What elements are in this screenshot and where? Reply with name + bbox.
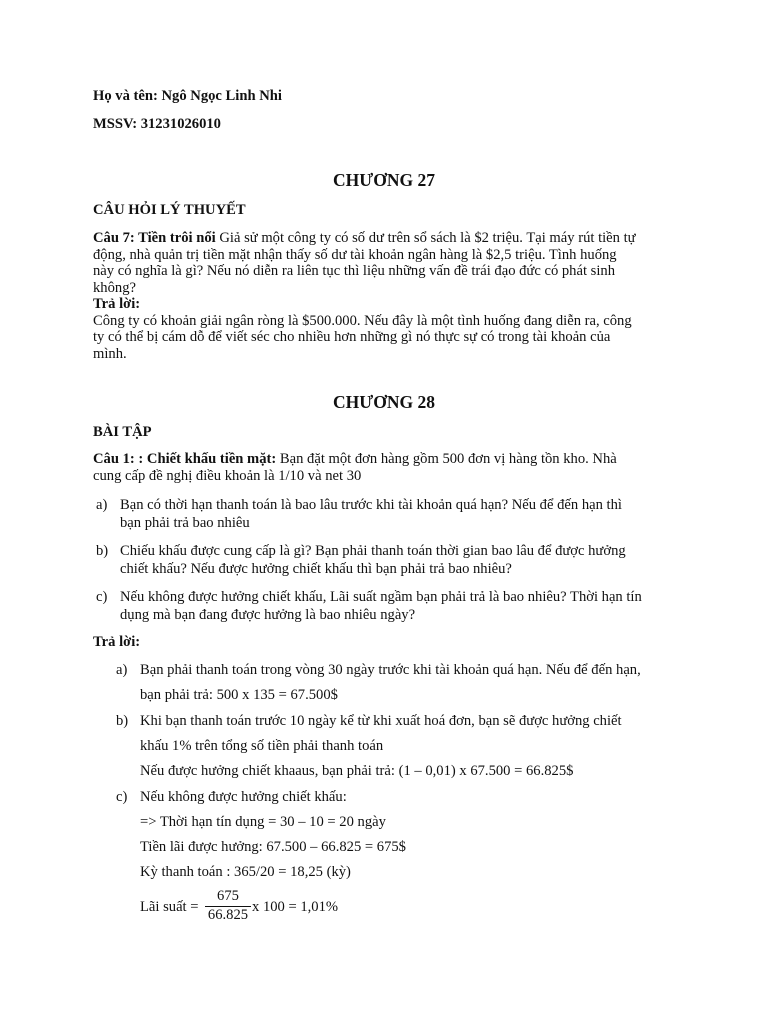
subquestion-line: chiết khấu? Nếu được hưởng chiết khấu thì bạn phải trả bao nhiêu? — [120, 560, 512, 577]
answer-c-line: Kỳ thanh toán : 365/20 = 18,25 (kỳ) — [140, 864, 351, 880]
answer-c-line: Nếu không được hưởng chiết khấu: — [140, 789, 347, 805]
ch28-subquestion-a — [96, 497, 686, 532]
list-marker: a) — [96, 497, 108, 513]
fraction-numerator: 675 — [217, 888, 239, 904]
ch27-answer-line: Công ty có khoản giải ngân ròng là $500.000. Nếu đây là một tình huống đang diễn ra, công — [93, 312, 632, 329]
ch27-answer-line: ty có thể bị cám dỗ để viết séc cho nhiều hơn những gì nó thực sự có trong tài khoản của — [93, 329, 611, 345]
subquestion-line: Bạn có thời hạn thanh toán là bao lâu trước khi tài khoản quá hạn? Nếu để đến hạn thì — [120, 497, 622, 513]
student-name: Họ và tên: Ngô Ngọc Linh Nhi — [93, 88, 282, 104]
list-marker: c) — [96, 589, 108, 605]
ch28-subquestion-c — [96, 589, 686, 624]
list-marker: b) — [116, 713, 129, 729]
ch27-question — [93, 230, 683, 363]
ch28-question — [93, 451, 683, 485]
ch28-question-line: Bạn đặt một đơn hàng gồm 500 đơn vị hàng tồn kho. Nhà — [276, 451, 617, 467]
ch27-question-line: động, nhà quản trị tiền mặt nhận thấy số dư tài khoản ngân hàng là $2,5 triệu. Tình huống — [93, 246, 617, 263]
ch27-question-line: không? — [93, 279, 136, 296]
answer-c-line: Tiền lãi được hưởng: 67.500 – 66.825 = 675$ — [140, 839, 406, 855]
subquestion-line: Chiếu khấu được cung cấp là gì? Bạn phải thanh toán thời gian bao lâu để được hưởng — [120, 543, 626, 559]
list-marker: c) — [116, 789, 128, 805]
ch27-question-line: này có nghĩa là gì? Nếu nó diễn ra liên tục thì liệu những vấn đề trái đạo đức có phát sinh — [93, 263, 615, 279]
subquestion-line: dụng mà bạn đang được hưởng là bao nhiêu ngày? — [120, 606, 416, 623]
answer-a-line: Bạn phải thanh toán trong vòng 30 ngày trước khi tài khoản quá hạn. Nếu để đến hạn, — [140, 662, 641, 678]
subquestion-line: Nếu không được hưởng chiết khấu, Lãi suất ngầm bạn phải trả là bao nhiêu? Thời hạn tín — [120, 589, 642, 605]
list-marker: a) — [116, 662, 128, 678]
answer-b-line: khấu 1% trên tổng số tiền phải thanh toán — [140, 738, 384, 754]
answer-c-line: => Thời hạn tín dụng = 30 – 10 = 20 ngày — [140, 814, 386, 830]
ch28-subquestion-b — [96, 543, 686, 578]
answer-b-line: Khi bạn thanh toán trước 10 ngày kể từ khi xuất hoá đơn, bạn sẽ được hưởng chiết — [140, 713, 622, 729]
chapter-27-title: CHƯƠNG 27 — [333, 170, 435, 190]
ch27-question-label: Câu 7: Tiền trôi nổi — [93, 230, 216, 246]
ch27-answer-label: Trả lời: — [93, 296, 141, 312]
chapter-28-title: CHƯƠNG 28 — [333, 392, 435, 412]
list-marker: b) — [96, 543, 109, 559]
ch27-section-heading: CÂU HỎI LÝ THUYẾT — [93, 202, 246, 218]
ch27-question-line: Giả sử một công ty có số dư trên sổ sách là $2 triệu. Tại máy rút tiền tự — [215, 230, 636, 246]
ch28-question-line: cung cấp đề nghị điều khoản là 1/10 và net 30 — [93, 467, 362, 484]
ch28-section-heading: BÀI TẬP — [93, 424, 152, 440]
ch27-answer-line: mình. — [93, 345, 127, 362]
student-id: MSSV: 31231026010 — [93, 116, 221, 132]
ch28-question-label: Câu 1: : Chiết khấu tiền mặt: — [93, 451, 277, 467]
interest-rate-label: Lãi suất = — [140, 899, 199, 915]
interest-rate-result: x 100 = 1,01% — [252, 899, 339, 915]
fraction-denominator: 66.825 — [207, 907, 249, 923]
subquestion-line: bạn phải trả bao nhiêu — [120, 514, 250, 531]
ch28-answer-label: Trả lời: — [93, 634, 141, 650]
answer-a-line: bạn phải trả: 500 x 135 = 67.500$ — [140, 687, 338, 703]
answer-b-line: Nếu được hưởng chiết khaaus, bạn phải trả: (1 – 0,01) x 67.500 = 66.825$ — [140, 763, 574, 779]
